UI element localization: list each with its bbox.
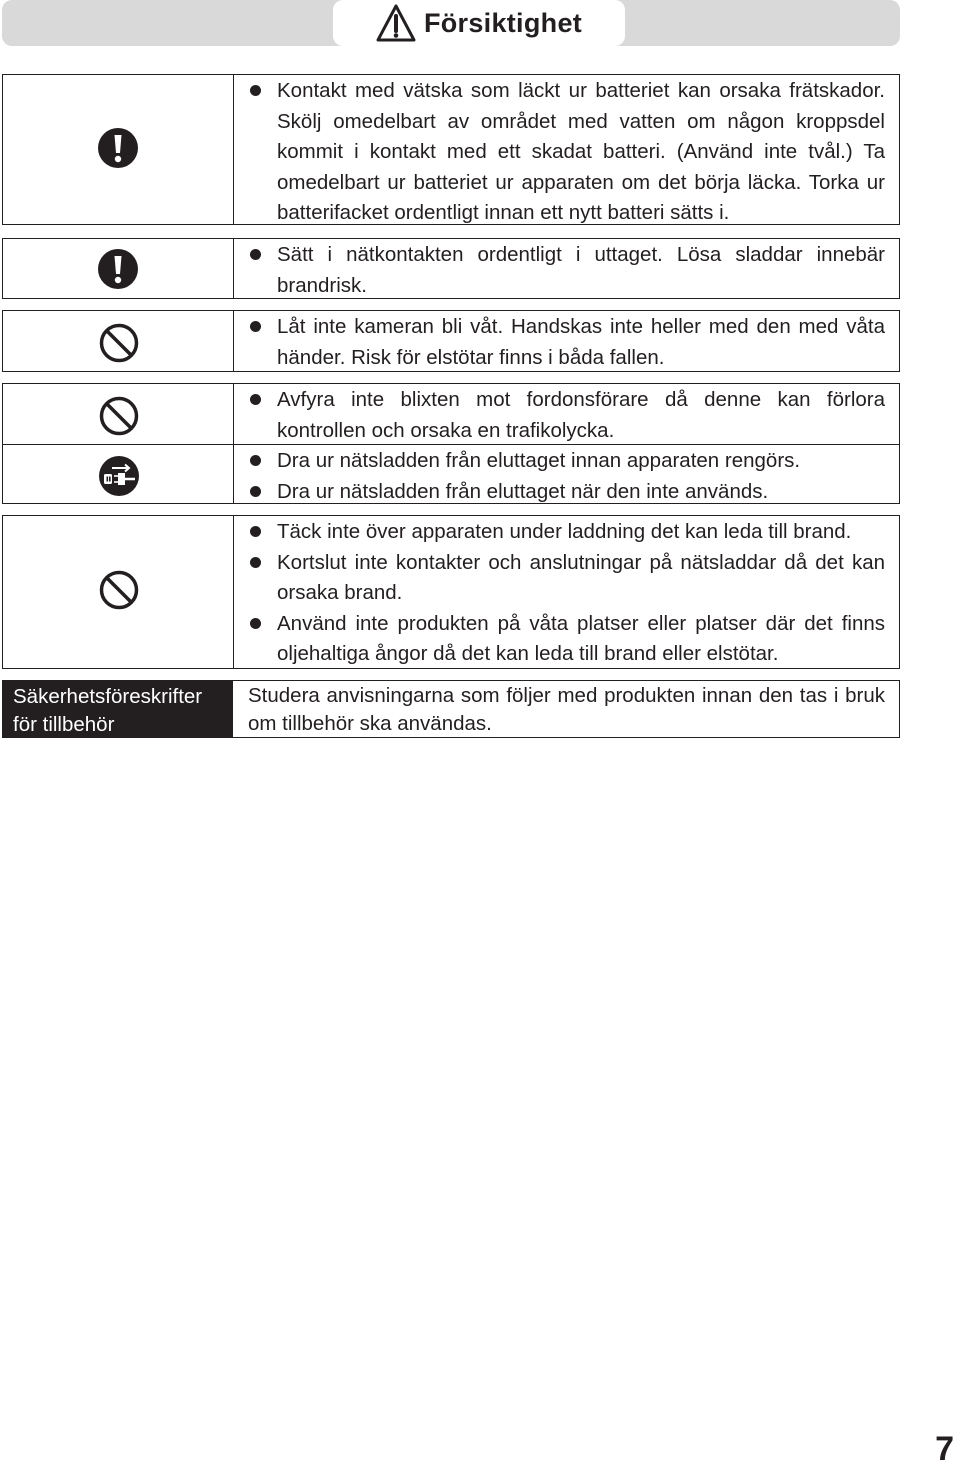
list-item [249,312,885,373]
item-text: Avfyra inte blixten mot fordonsförare då denne kan förlora kontrollen och orsaka en trafikolycka. [277,388,885,442]
page-number: 7 [935,1430,954,1468]
list-item [249,548,885,609]
bullet [250,321,261,332]
list-item [249,477,885,508]
header-tab [333,0,625,46]
item-text: Dra ur nätsladden från eluttaget när den inte används. [277,479,769,503]
item-list [249,240,885,301]
icon-cell [3,75,234,224]
icon-cell [3,516,234,668]
bullet [250,526,261,537]
accessories-label-line: för tillbehör [13,713,115,736]
caution-section-fire [2,515,900,669]
item-text: Kontakt med vätska som läckt ur batteriet kan orsaka frätskador. Skölj omedelbart av området med vatten om någon kroppsdel kommit i kontakt med ett skadat batteri. (Använd inte tvål.) Ta omedelbart ur batteriet ur apparaten om det börja läcka. Torka ur batterifacket ordentligt innan ett nytt batteri sätts i. [277,79,885,224]
bullet [250,557,261,568]
item-text: Använd inte produkten på våta platser eller platser där det finns oljehaltiga ångor då det kan leda till brand eller elstötar. [277,611,885,665]
bullet [250,394,261,405]
item-list [249,385,885,507]
caution-section-wet [2,310,900,372]
accessories-section [2,680,900,738]
accessories-text: Studera anvisningarna som följer med produkten innan den tas i bruk om tillbehör ska användas. [248,684,885,735]
accessories-body [248,682,885,738]
accessories-label [3,681,233,737]
icon-cell [3,384,234,503]
exclamation-icon [97,248,139,290]
exclamation-icon [97,127,139,169]
unplug-icon [98,455,140,497]
item-text: Dra ur nätsladden från eluttaget innan apparaten rengörs. [277,449,801,472]
bullet [250,486,261,497]
list-item [249,609,885,670]
item-text: Sätt i nätkontakten ordentligt i uttaget. Lösa sladdar innebär brandrisk. [277,243,885,297]
list-item [249,517,885,548]
warning-triangle-icon [376,4,416,42]
accessories-label-line: Säkerhetsföreskrifter [13,685,203,708]
caution-section-battery [2,74,900,225]
item-text: Täck inte över apparaten under laddning det kan leda till brand. [277,520,852,543]
list-item [249,240,885,301]
prohibition-icon [99,323,139,363]
item-list [249,76,885,229]
bullet [250,455,261,466]
icon-cell [3,311,234,371]
item-list [249,517,885,670]
item-text: Låt inte kameran bli våt. Handskas inte heller med den med våta händer. Risk för elstötar finns i båda fallen. [277,315,885,369]
list-item [249,446,885,477]
caution-section-flash-unplug [2,383,900,504]
item-text: Kortslut inte kontakter och anslutningar på nätsladdar då det kan orsaka brand. [277,550,885,604]
icon-cell [3,239,234,298]
icon-divider [3,444,233,445]
bullet [250,249,261,260]
caution-section-plug [2,238,900,299]
prohibition-icon [99,396,139,436]
prohibition-icon [99,570,139,610]
item-list [249,312,885,373]
bullet [250,85,261,96]
list-item [249,76,885,229]
bullet [250,618,261,629]
list-item [249,385,885,446]
row-divider [233,444,899,445]
page-title: Försiktighet [423,7,583,38]
